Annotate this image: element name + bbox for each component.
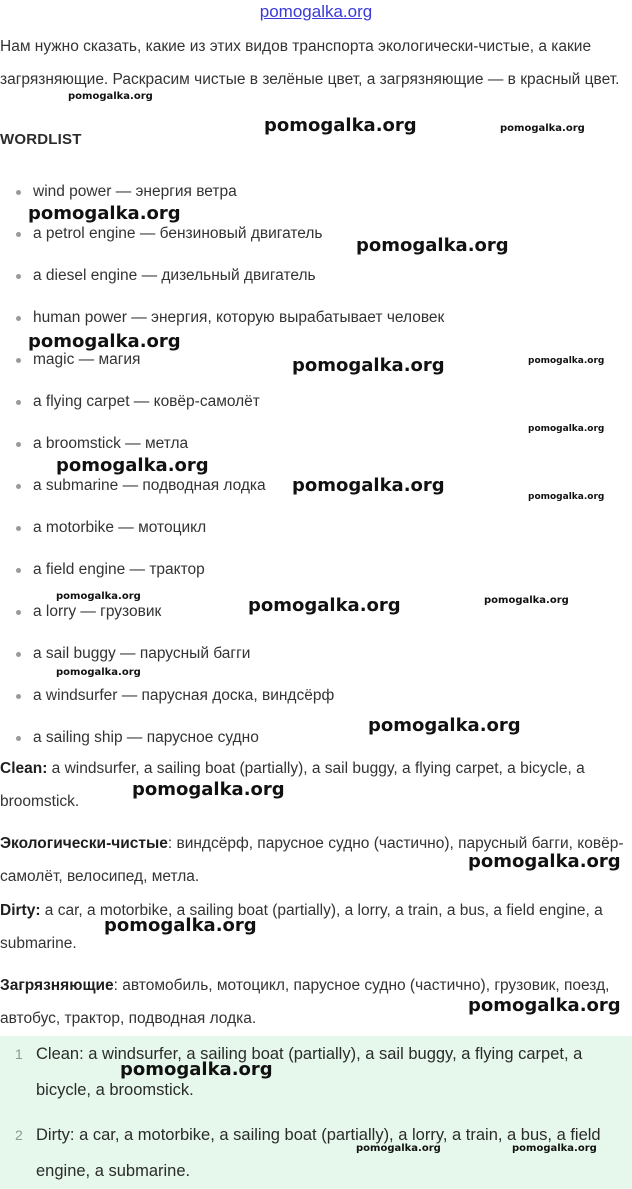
bullet-icon	[16, 694, 21, 699]
bullet-icon	[16, 526, 21, 531]
watermark-text: pomogalka.org	[104, 915, 257, 936]
bullet-icon	[16, 274, 21, 279]
bullet-icon	[16, 442, 21, 447]
list-item-text: a petrol engine — бензиновый двигатель	[33, 225, 323, 242]
answer-number: 2	[15, 1127, 23, 1143]
list-item-text: a broomstick — метла	[33, 435, 189, 452]
bullet-icon	[16, 232, 21, 237]
watermark-text: pomogalka.org	[56, 455, 209, 476]
list-item	[0, 680, 620, 722]
watermark-text: pomogalka.org	[468, 995, 621, 1016]
list-item	[0, 386, 620, 428]
watermark-text: pomogalka.org	[264, 115, 417, 136]
watermark-text: pomogalka.org	[500, 123, 585, 134]
bullet-icon	[16, 736, 21, 741]
clean-text: a windsurfer, a sailing boat (partially), a sail buggy, a flying carpet, a bicycle, a broomstick.	[0, 760, 585, 810]
list-item-text: magic — магия	[33, 351, 141, 368]
watermark-text: pomogalka.org	[292, 355, 445, 376]
bullet-icon	[16, 568, 21, 573]
list-item	[0, 260, 620, 302]
watermark-text: pomogalka.org	[368, 715, 521, 736]
watermark-text: pomogalka.org	[528, 424, 605, 434]
watermark-text: pomogalka.org	[68, 91, 153, 102]
bullet-icon	[16, 484, 21, 489]
list-item-text: a flying carpet — ковёр-самолёт	[33, 393, 260, 410]
list-item	[0, 512, 620, 554]
list-item-text: a sail buggy — парусный багги	[33, 645, 251, 662]
watermark-text: pomogalka.org	[292, 475, 445, 496]
list-item-text: a submarine — подводная лодка	[33, 477, 266, 494]
bullet-icon	[16, 190, 21, 195]
watermark-text: pomogalka.org	[28, 203, 181, 224]
answer-text: Dirty: a car, a motorbike, a sailing boat (partially), a lorry, a train, a bus, a field engine, a submarine.	[36, 1126, 601, 1180]
watermark-text: pomogalka.org	[56, 667, 141, 678]
answer-text: Clean: a windsurfer, a sailing boat (partially), a sail buggy, a flying carpet, a bicycle, a broomstick.	[36, 1045, 583, 1099]
site-header-link[interactable]: pomogalka.org	[259, 2, 373, 21]
watermark-text: pomogalka.org	[356, 235, 509, 256]
dirty-label: Dirty:	[0, 902, 41, 919]
polluting-label: Загрязняющие	[0, 977, 114, 994]
list-item-text: a lorry — грузовик	[33, 603, 162, 620]
list-item-text: human power — энергия, которую вырабатывает человек	[33, 309, 445, 326]
bullet-icon	[16, 652, 21, 657]
watermark-text: pomogalka.org	[528, 356, 605, 366]
intro-paragraph: Нам нужно сказать, какие из этих видов транспорта экологически-чистые, а какие загрязняющие. Раскрасим чистые в зелёные цвет, а загрязняющие — в красный цвет.	[0, 38, 620, 88]
clean-label: Clean:	[0, 760, 48, 777]
watermark-text: pomogalka.org	[28, 331, 181, 352]
bullet-icon	[16, 400, 21, 405]
answer-number: 1	[15, 1046, 23, 1062]
watermark-text: pomogalka.org	[484, 595, 569, 606]
eco-text: : виндсёрф, парусное судно (частично), парусный багги, ковёр-самолёт, велосипед, метла.	[0, 835, 624, 885]
clean-paragraph	[0, 752, 630, 818]
dirty-paragraph	[0, 894, 630, 960]
watermark-text: pomogalka.org	[528, 492, 605, 502]
bullet-icon	[16, 358, 21, 363]
list-item	[0, 554, 620, 596]
bullet-icon	[16, 316, 21, 321]
bullet-icon	[16, 610, 21, 615]
list-item-text: a diesel engine — дизельный двигатель	[33, 267, 316, 284]
list-item	[0, 218, 620, 260]
watermark-text: pomogalka.org	[132, 779, 285, 800]
watermark-text: pomogalka.org	[56, 591, 141, 602]
watermark-text: pomogalka.org	[468, 851, 621, 872]
polluting-text: : автомобиль, мотоцикл, парусное судно (частично), грузовик, поезд, автобус, трактор, подводная лодка.	[0, 977, 610, 1027]
list-item-text: a sailing ship — парусное судно	[33, 729, 259, 746]
list-item-text: a field engine — трактор	[33, 561, 205, 578]
list-item-text: a windsurfer — парусная доска, виндсёрф	[33, 687, 335, 704]
watermark-text: pomogalka.org	[120, 1059, 273, 1080]
watermark-text: pomogalka.org	[248, 595, 401, 616]
wordlist-title: WORDLIST	[0, 131, 82, 148]
watermark-text: pomogalka.org	[512, 1143, 597, 1154]
answer-box	[0, 1036, 632, 1189]
list-item-text: a motorbike — мотоцикл	[33, 519, 207, 536]
eco-label: Экологически-чистые	[0, 835, 168, 852]
list-item-text: wind power — энергия ветра	[33, 183, 237, 200]
dirty-text: a car, a motorbike, a sailing boat (partially), a lorry, a train, a bus, a field engine, a submarine.	[0, 902, 603, 952]
watermark-text: pomogalka.org	[356, 1143, 441, 1154]
